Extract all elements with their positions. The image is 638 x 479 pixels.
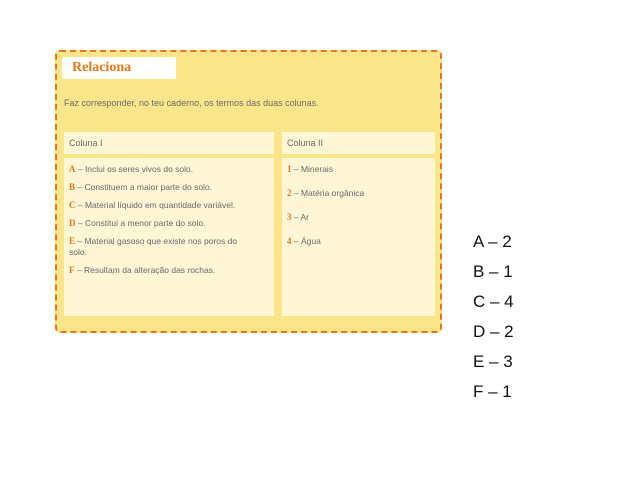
column-1-body [64, 158, 274, 316]
exercise-title: Relaciona [62, 57, 176, 79]
list-item [287, 236, 430, 247]
list-item [69, 200, 249, 211]
list-item [287, 212, 430, 223]
item-key: 3 [287, 212, 292, 222]
item-key: 2 [287, 188, 292, 198]
item-key: 1 [287, 164, 292, 174]
item-text: – Água [291, 236, 321, 246]
list-item [69, 182, 269, 193]
item-text: – Material líquido em quantidade variável. [75, 200, 236, 210]
list-item [69, 164, 269, 175]
item-key: A [69, 164, 76, 174]
item-key: C [69, 200, 76, 210]
item-key: B [69, 182, 76, 192]
item-text: – Minerais [291, 164, 334, 174]
item-text: – Constituem a maior parte do solo. [75, 182, 213, 192]
answer-row: A – 2 [473, 232, 512, 251]
item-text: – Inclui os seres vivos do solo. [75, 164, 194, 174]
column-2-header: Coluna II [282, 132, 435, 154]
item-text: – Material gasoso que existe nos poros do solo. [69, 236, 238, 257]
list-item [287, 164, 430, 175]
item-text: – Constitui a menor parte do solo. [75, 218, 206, 228]
list-item [287, 188, 430, 199]
exercise-card [55, 50, 442, 333]
item-key: E [69, 236, 76, 246]
item-key: 4 [287, 236, 292, 246]
answer-row: D – 2 [473, 322, 514, 341]
item-text: – Resultam da alteração das rochas. [74, 265, 216, 275]
item-key: D [69, 218, 76, 228]
answer-row: C – 4 [473, 292, 514, 311]
answer-row: B – 1 [473, 262, 513, 281]
list-item [69, 265, 269, 276]
column-1 [64, 132, 274, 316]
item-text: – Ar [291, 212, 309, 222]
item-text: – Matéria orgânica [291, 188, 365, 198]
list-item [69, 236, 249, 258]
answer-list [473, 227, 514, 407]
column-2-body [282, 158, 435, 316]
list-item [69, 218, 269, 229]
exercise-instruction: Faz corresponder, no teu caderno, os termos das duas colunas. [64, 98, 319, 108]
item-key: F [69, 265, 75, 275]
answer-row: F – 1 [473, 382, 512, 401]
column-2 [282, 132, 435, 316]
column-1-header: Coluna I [64, 132, 274, 154]
answer-row: E – 3 [473, 352, 513, 371]
